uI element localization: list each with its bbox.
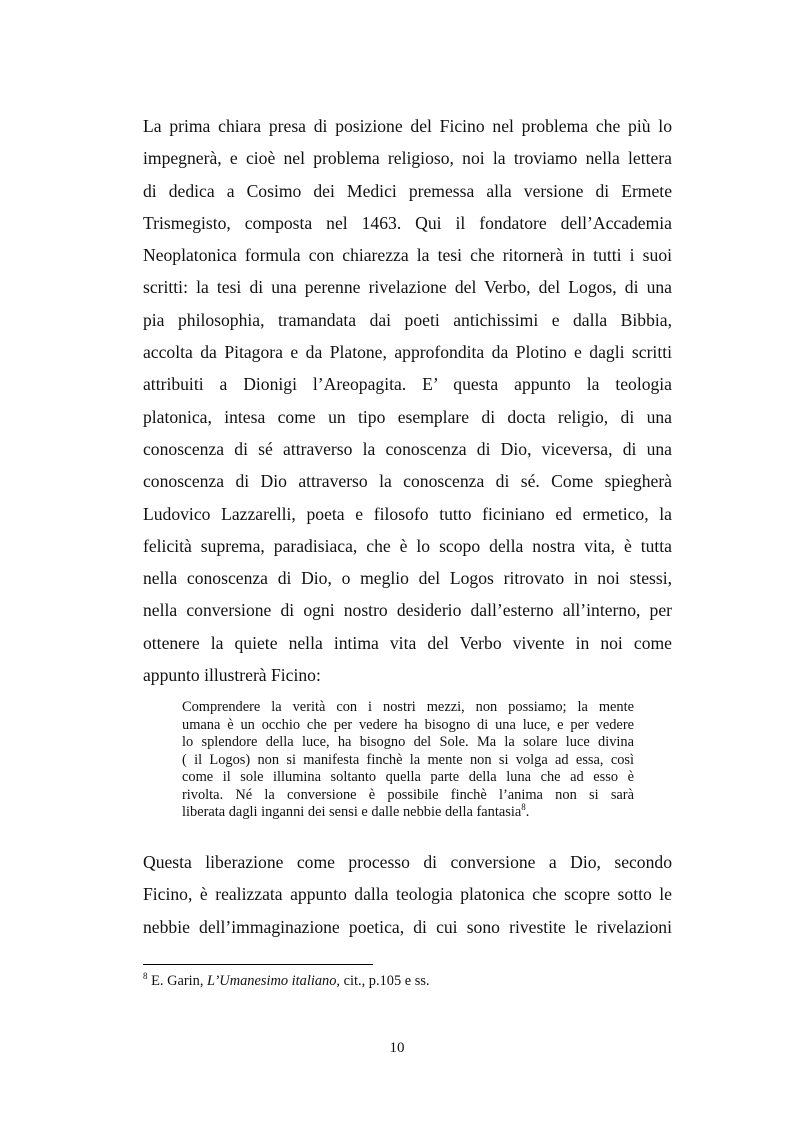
text-line: felicità suprema, paradisiaca, che è lo scopo della nostra vita, è tutta: [143, 535, 672, 556]
text-line: conoscenza di sé attraverso la conoscenza di Dio, viceversa, di una: [143, 438, 672, 459]
text-line: attribuiti a Dionigi l’Areopagita. E’ questa appunto la teologia: [143, 374, 672, 395]
text-line: Questa liberazione come processo di conversione a Dio, secondo: [143, 852, 672, 872]
text-line: ottenere la quiete nella intima vita del Verbo vivente in noi come: [143, 632, 672, 653]
second-paragraph: [143, 846, 672, 943]
text-line: Ludovico Lazzarelli, poeta e filosofo tutto ficiniano ed ermetico, la: [143, 503, 672, 524]
page-number: 10: [389, 1040, 405, 1056]
quote-last-text: liberata dagli inganni dei sensi e dalle nebbie della fantasia: [182, 804, 522, 820]
footnote-title: L’Umanesimo italiano,: [207, 973, 341, 989]
quote-period: .: [525, 804, 530, 820]
text-line: conoscenza di Dio attraverso la conoscenza di sé. Come spiegherà: [143, 471, 672, 492]
block-quote: [182, 699, 634, 822]
text-line: nebbie dell’immaginazione poetica, di cui sono rivestite le rivelazioni: [143, 916, 672, 937]
footnote-author: E. Garin,: [147, 973, 208, 989]
text-line: di dedica a Cosimo dei Medici premessa alla versione di Ermete: [143, 180, 672, 201]
quote-line: [182, 804, 634, 822]
text-line: Ficino, è realizzata appunto dalla teologia platonica che scopre sotto le: [143, 884, 672, 905]
text-line: scritti: la tesi di una perenne rivelazione del Verbo, del Logos, di una: [143, 277, 672, 298]
text-line: pia philosophia, tramandata dai poeti antichissimi e dalla Bibbia,: [143, 309, 672, 330]
quote-line: ( il Logos) non si manifesta finchè la mente non si volga ad essa, così: [182, 751, 634, 768]
quote-line: umana è un occhio che per vedere ha bisogno di una luce, e per vedere: [182, 716, 634, 733]
text-line: impegnerà, e cioè nel problema religioso, noi la troviamo nella lettera: [143, 148, 672, 169]
quote-line: rivolta. Né la conversione è possibile finchè l’anima non si sarà: [182, 786, 634, 803]
main-paragraph: [143, 110, 672, 691]
text-line: appunto illustrerà Ficino:: [143, 665, 321, 686]
text-line: Trismegisto, composta nel 1463. Qui il fondatore dell’Accademia: [143, 212, 672, 233]
text-line: accolta da Pitagora e da Platone, approfondita da Plotino e dagli scritti: [143, 342, 672, 363]
text-line: Neoplatonica formula con chiarezza la tesi che ritornerà in tutti i suoi: [143, 245, 672, 266]
text-line: nella conoscenza di Dio, o meglio del Logos ritrovato in noi stessi,: [143, 568, 672, 589]
footnote: [143, 972, 430, 990]
text-line: platonica, intesa come un tipo esemplare di docta religio, di una: [143, 406, 672, 427]
footnote-citation: cit., p.105 e ss.: [340, 973, 430, 989]
footnote-separator: [143, 964, 373, 965]
footnote-reference[interactable]: 8: [521, 802, 526, 813]
quote-line: lo splendore della luce, ha bisogno del Sole. Ma la solare luce divina: [182, 734, 634, 750]
quote-line: Comprendere la verità con i nostri mezzi, non possiamo; la mente: [182, 699, 634, 715]
text-line: La prima chiara presa di posizione del Ficino nel problema che più lo: [143, 116, 672, 136]
text-line: nella conversione di ogni nostro desiderio dall’esterno all’interno, per: [143, 600, 672, 621]
footnote-number: 8: [143, 971, 148, 982]
quote-line: come il sole illumina soltanto quella parte della luna che ad esso è: [182, 769, 634, 785]
